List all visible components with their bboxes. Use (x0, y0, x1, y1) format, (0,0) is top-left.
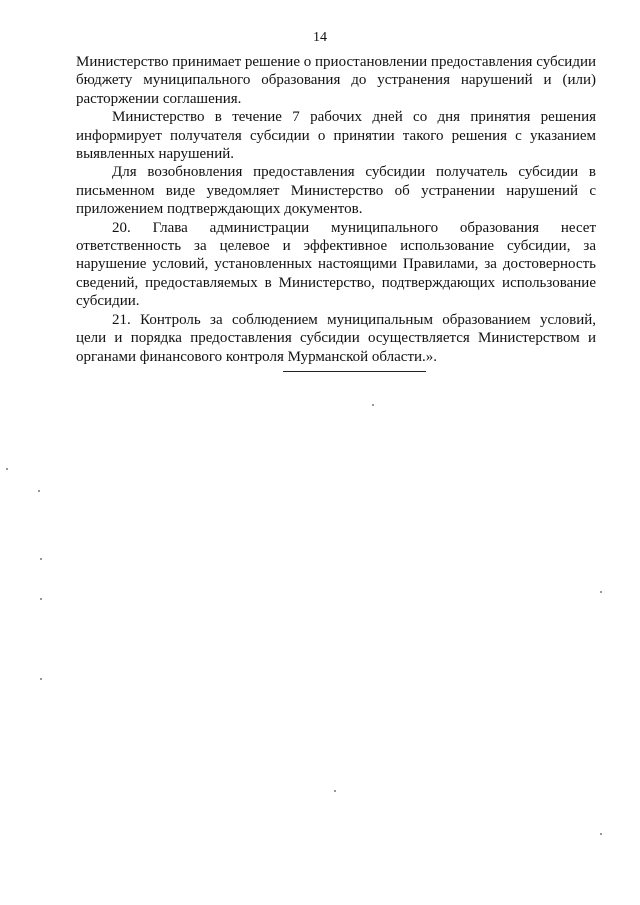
paragraph-notification: Министерство в течение 7 рабочих дней со дня принятия решения информирует получателя субсидии о принятии такого решения с указанием выявленных нарушений. (76, 109, 596, 163)
paragraph-resumption: Для возобновления предоставления субсидии получатель субсидии в письменном виде уведомляет Министерство об устранении нарушений с приложением подтверждающих документов. (76, 164, 596, 218)
scan-speck (600, 591, 602, 593)
scan-speck (38, 490, 40, 492)
paragraph-clause-20: 20. Глава администрации муниципального образования несет ответственность за целевое и эффективное использование субсидии, за нарушение условий, установленных настоящими Правилами, за достоверность сведений, предоставляемых в Министерство, подтверждающих использование субсидии. (76, 219, 596, 310)
scan-speck (334, 790, 336, 792)
end-of-text-rule (283, 371, 426, 372)
scan-speck (40, 558, 42, 560)
paragraph-suspension: Министерство принимает решение о приостановлении предоставления субсидии бюджету муниципального образования до устранения нарушений и (или) расторжении соглашения. (76, 54, 596, 107)
scan-speck (600, 833, 602, 835)
scan-speck (372, 404, 374, 406)
page-number: 14 (313, 30, 327, 45)
scan-speck (6, 468, 8, 470)
paragraph-clause-21: 21. Контроль за соблюдением муниципальным образованием условий, цели и порядка предоставления субсидии осуществляется Министерством и органами финансового контроля Мурманской области.». (76, 311, 596, 365)
document-body (76, 53, 596, 366)
scan-speck (40, 598, 42, 600)
scan-speck (40, 678, 42, 680)
